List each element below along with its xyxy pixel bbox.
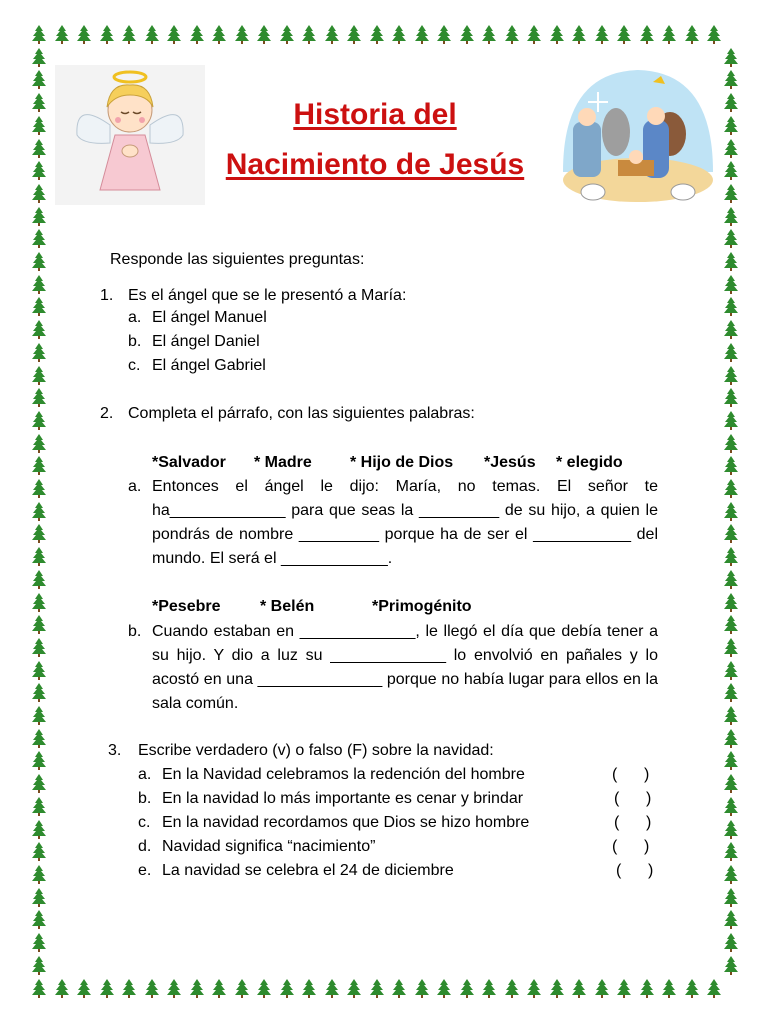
q1-number: 1. — [100, 287, 114, 304]
tree-icon — [30, 546, 48, 566]
tree-icon — [503, 978, 521, 998]
tree-icon — [413, 978, 431, 998]
q3-text: Escribe verdadero (v) o falso (F) sobre la navidad: — [138, 742, 494, 759]
tree-icon — [165, 978, 183, 998]
tree-icon — [30, 455, 48, 475]
tree-icon — [278, 24, 296, 44]
tree-icon — [30, 909, 48, 929]
q2-number: 2. — [100, 405, 114, 422]
word-bank-a-item: * elegido — [556, 454, 623, 471]
tree-icon — [435, 24, 453, 44]
tree-icon — [278, 978, 296, 998]
tree-icon — [53, 24, 71, 44]
tree-icon — [683, 978, 701, 998]
word-bank-b-item: *Pesebre — [152, 598, 221, 615]
tree-icon — [30, 365, 48, 385]
tree-icon — [722, 342, 740, 362]
tree-icon — [722, 523, 740, 543]
tree-icon — [300, 978, 318, 998]
tree-icon — [30, 841, 48, 861]
tree-icon — [722, 569, 740, 589]
tree-icon — [30, 206, 48, 226]
tree-icon — [323, 978, 341, 998]
tree-icon — [30, 228, 48, 248]
tree-icon — [30, 614, 48, 634]
tree-icon — [390, 24, 408, 44]
tree-icon — [722, 138, 740, 158]
tree-icon — [435, 978, 453, 998]
q3-item-e: La navidad se celebra el 24 de diciembre — [162, 862, 454, 879]
tree-icon — [722, 274, 740, 294]
tree-icon — [30, 478, 48, 498]
tree-icon — [722, 660, 740, 680]
tree-icon — [30, 69, 48, 89]
tree-icon — [30, 319, 48, 339]
tree-icon — [30, 92, 48, 112]
tree-icon — [143, 24, 161, 44]
tree-icon — [323, 24, 341, 44]
tree-icon — [722, 932, 740, 952]
tree-icon — [722, 319, 740, 339]
tree-icon — [30, 660, 48, 680]
tree-icon — [722, 92, 740, 112]
tree-icon — [722, 864, 740, 884]
tree-icon — [722, 637, 740, 657]
tree-icon — [722, 955, 740, 975]
tree-icon — [30, 251, 48, 271]
q1-option-b: El ángel Daniel — [152, 333, 260, 350]
nativity-illustration — [558, 62, 718, 212]
tree-icon — [143, 978, 161, 998]
tree-icon — [570, 24, 588, 44]
tree-icon — [503, 24, 521, 44]
tree-icon — [722, 705, 740, 725]
q1-option-a-letter: a. — [128, 309, 142, 326]
tree-icon — [30, 274, 48, 294]
q2-paragraph-b-letter: b. — [128, 623, 142, 640]
tree-icon — [188, 24, 206, 44]
q3-item-c: En la navidad recordamos que Dios se hizo hombre — [162, 814, 530, 831]
tree-icon — [722, 251, 740, 271]
tree-icon — [30, 47, 48, 67]
tree-icon — [30, 887, 48, 907]
tree-icon — [120, 978, 138, 998]
tree-icon — [30, 387, 48, 407]
tree-icon — [722, 365, 740, 385]
tree-icon — [458, 24, 476, 44]
q3-item-d-letter: d. — [138, 838, 152, 855]
tree-icon — [390, 978, 408, 998]
tree-icon — [480, 24, 498, 44]
tree-icon — [300, 24, 318, 44]
tree-icon — [188, 978, 206, 998]
q3-item-b-answer-box[interactable]: ( ) — [614, 790, 652, 807]
q3-item-b: En la navidad lo más importante es cenar y brindar — [162, 790, 524, 807]
tree-icon — [525, 978, 543, 998]
tree-icon — [30, 342, 48, 362]
tree-icon — [722, 887, 740, 907]
page-title-line1: Historia del — [293, 98, 457, 131]
tree-icon — [722, 546, 740, 566]
tree-icon — [615, 24, 633, 44]
tree-icon — [638, 24, 656, 44]
tree-icon — [548, 978, 566, 998]
tree-icon — [120, 24, 138, 44]
tree-icon — [30, 864, 48, 884]
q1-option-c-letter: c. — [128, 357, 141, 374]
tree-icon — [525, 24, 543, 44]
tree-icon — [722, 433, 740, 453]
tree-icon — [98, 978, 116, 998]
tree-icon — [30, 750, 48, 770]
tree-icon — [75, 24, 93, 44]
tree-icon — [722, 160, 740, 180]
tree-icon — [255, 24, 273, 44]
tree-icon — [368, 978, 386, 998]
tree-icon — [30, 819, 48, 839]
tree-icon — [255, 978, 273, 998]
tree-icon — [660, 24, 678, 44]
tree-icon — [75, 978, 93, 998]
tree-icon — [30, 682, 48, 702]
tree-icon — [30, 296, 48, 316]
q2-paragraph-b: Cuando estaban en _____________, le llegó el día que debía tener a su hijo. Y dio a luz su _____________ lo envolvió en pañales y lo acostó en una ______________ porque no había lugar para ellos en la sala común. — [152, 623, 658, 712]
q3-item-e-letter: e. — [138, 862, 152, 879]
tree-icon — [30, 773, 48, 793]
tree-icon — [722, 478, 740, 498]
tree-icon — [30, 433, 48, 453]
instructions: Responde las siguientes preguntas: — [110, 251, 365, 268]
q2-paragraph-a: Entonces el ángel le dijo: María, no temas. El señor te ha_____________ para que seas la _________ de su hijo, a quien le pondrás de nombre _________ porque ha de ser el ___________ del mundo. El será el ____________. — [152, 478, 658, 567]
q3-item-d: Navidad significa “nacimiento” — [162, 838, 376, 855]
tree-icon — [593, 978, 611, 998]
q2-text: Completa el párrafo, con las siguientes palabras: — [128, 405, 475, 422]
q3-item-a: En la Navidad celebramos la redención del hombre — [162, 766, 525, 783]
q3-item-d-answer-box[interactable]: ( ) — [612, 838, 650, 855]
tree-icon — [30, 705, 48, 725]
tree-icon — [30, 637, 48, 657]
word-bank-a-item: * Hijo de Dios — [350, 454, 454, 471]
tree-icon — [722, 115, 740, 135]
tree-icon — [345, 978, 363, 998]
tree-icon — [30, 932, 48, 952]
q3-number: 3. — [108, 742, 122, 759]
tree-icon — [570, 978, 588, 998]
tree-icon — [722, 682, 740, 702]
tree-icon — [722, 796, 740, 816]
tree-icon — [30, 569, 48, 589]
tree-icon — [30, 115, 48, 135]
word-bank-b-item: * Belén — [260, 598, 315, 615]
tree-icon — [722, 728, 740, 748]
tree-icon — [722, 592, 740, 612]
tree-icon — [722, 819, 740, 839]
tree-icon — [722, 455, 740, 475]
tree-icon — [615, 978, 633, 998]
tree-icon — [593, 24, 611, 44]
q1-option-b-letter: b. — [128, 333, 142, 350]
tree-icon — [722, 773, 740, 793]
tree-icon — [345, 24, 363, 44]
tree-icon — [480, 978, 498, 998]
tree-icon — [722, 296, 740, 316]
q1-option-a: El ángel Manuel — [152, 309, 267, 326]
tree-icon — [368, 24, 386, 44]
q3-item-c-letter: c. — [138, 814, 151, 831]
q1-text: Es el ángel que se le presentó a María: — [128, 287, 407, 304]
q3-item-a-letter: a. — [138, 766, 152, 783]
tree-icon — [722, 614, 740, 634]
tree-icon — [722, 750, 740, 770]
tree-icon — [722, 841, 740, 861]
tree-icon — [30, 955, 48, 975]
tree-icon — [30, 592, 48, 612]
word-bank-a-item: *Jesús — [484, 454, 536, 471]
tree-icon — [233, 24, 251, 44]
page-title-line2: Nacimiento de Jesús — [225, 148, 525, 181]
tree-icon — [722, 228, 740, 248]
tree-icon — [722, 183, 740, 203]
tree-icon — [458, 978, 476, 998]
tree-icon — [30, 183, 48, 203]
tree-icon — [705, 978, 723, 998]
tree-icon — [722, 47, 740, 67]
word-bank-b-item: *Primogénito — [372, 598, 472, 615]
word-bank-a-item: * Madre — [254, 454, 312, 471]
tree-icon — [722, 410, 740, 430]
tree-icon — [638, 978, 656, 998]
tree-icon — [722, 501, 740, 521]
tree-icon — [30, 728, 48, 748]
angel-illustration — [55, 65, 205, 205]
q3-item-c-answer-box[interactable]: ( ) — [614, 814, 652, 831]
tree-icon — [30, 978, 48, 998]
tree-icon — [722, 909, 740, 929]
tree-icon — [705, 24, 723, 44]
q1-option-c: El ángel Gabriel — [152, 357, 266, 374]
tree-icon — [30, 501, 48, 521]
tree-icon — [30, 24, 48, 44]
tree-icon — [233, 978, 251, 998]
tree-icon — [722, 387, 740, 407]
tree-icon — [30, 796, 48, 816]
tree-icon — [98, 24, 116, 44]
tree-icon — [548, 24, 566, 44]
tree-icon — [210, 24, 228, 44]
tree-icon — [683, 24, 701, 44]
tree-icon — [722, 206, 740, 226]
word-bank-a-item: *Salvador — [152, 454, 226, 471]
tree-icon — [413, 24, 431, 44]
tree-icon — [722, 69, 740, 89]
tree-icon — [30, 523, 48, 543]
tree-icon — [30, 138, 48, 158]
tree-icon — [30, 160, 48, 180]
q3-item-e-answer-box[interactable]: ( ) — [616, 862, 654, 879]
tree-icon — [660, 978, 678, 998]
q2-paragraph-a-letter: a. — [128, 478, 142, 495]
q3-item-b-letter: b. — [138, 790, 152, 807]
tree-icon — [53, 978, 71, 998]
tree-icon — [165, 24, 183, 44]
tree-icon — [30, 410, 48, 430]
tree-icon — [210, 978, 228, 998]
q3-item-a-answer-box[interactable]: ( ) — [612, 766, 650, 783]
